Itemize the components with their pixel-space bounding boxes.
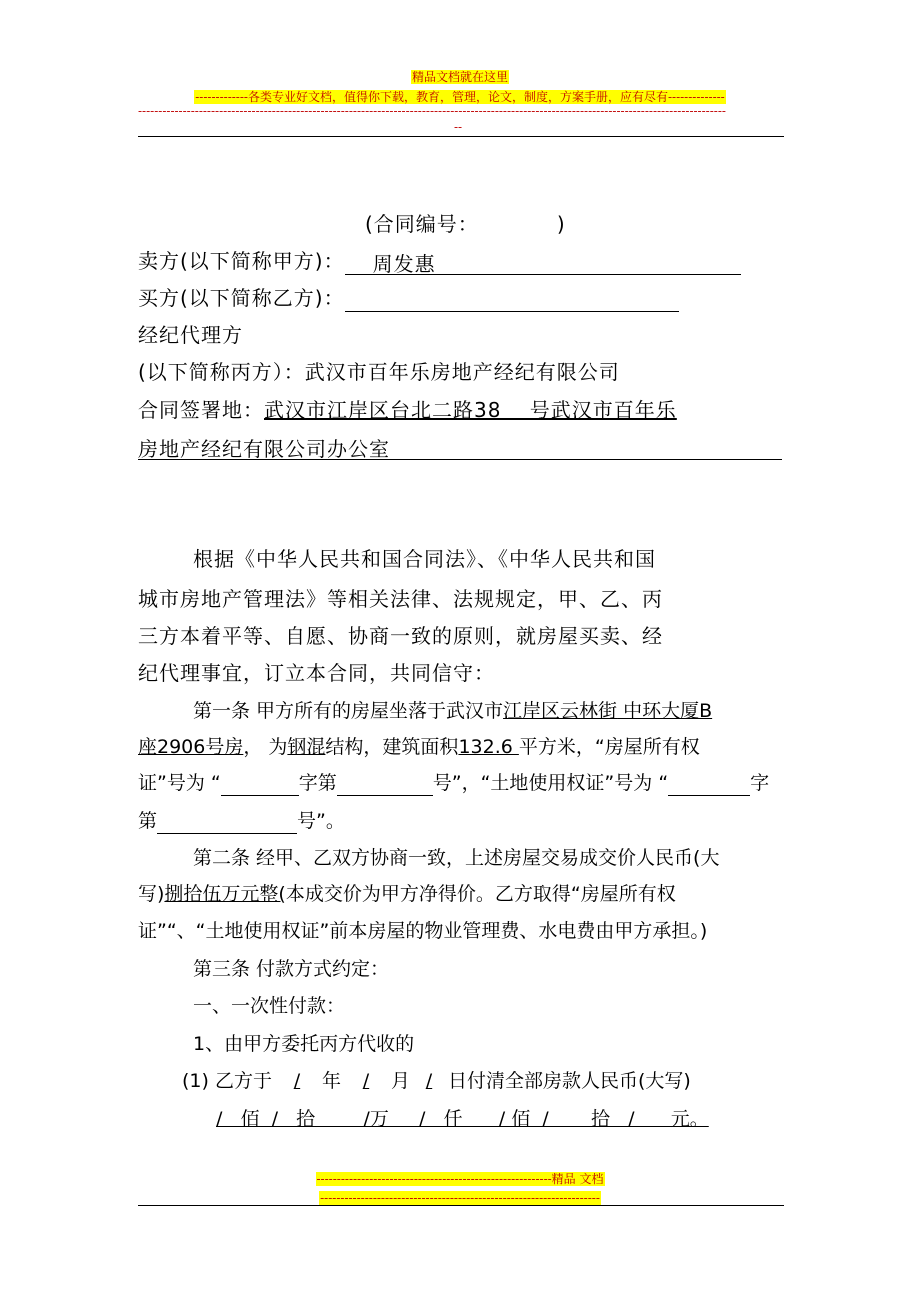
seller-label: 卖方(以下简称甲方)：	[138, 249, 345, 273]
article-3-amount-line: / 佰 / 拾 /万 / 仟 / 佰 / 拾 / 元。	[216, 1108, 709, 1130]
intro-1: 根据《中华人民共和国合同法》、《中华人民共和国	[193, 547, 656, 571]
intro-3: 三方本着平等、自愿、协商一致的原则，就房屋买卖、经	[138, 624, 663, 648]
article-3-title: 第三条 付款方式约定：	[193, 958, 390, 980]
article-2-line-3: 证”“、“土地使用权证”前本房屋的物业管理费、水电费由甲方承担。)	[138, 920, 708, 942]
sign-place-line: 合同签署地：武汉市江岸区台北二路38 号武汉市百年乐	[138, 398, 677, 422]
seller-line	[138, 247, 741, 275]
intro-4: 纪代理事宜，订立本合同，共同信守：	[138, 661, 495, 685]
sign-place-line-2: 房地产经纪有限公司办公室	[138, 432, 782, 460]
article-1-line-4: 第 号”。	[138, 810, 345, 832]
article-2-line-1: 第二条 经甲、乙双方协商一致，上述房屋交易成交价人民币(大	[193, 847, 720, 869]
article-3-sub-2: 1、由甲方委托丙方代收的	[193, 1033, 415, 1055]
header-dashes-tail: --	[454, 120, 463, 134]
buyer-line	[138, 284, 679, 312]
footer-line-2: ---------------------------------------------------------------------	[320, 1191, 600, 1205]
intro-2: 城市房地产管理法》等相关法律、法规规定，甲、乙、丙	[138, 587, 663, 611]
article-3-sub-1: 一、一次性付款：	[193, 995, 346, 1017]
header-title: 精品文档就在这里	[411, 70, 508, 84]
contract-number: (合同编号： )	[365, 212, 566, 236]
buyer-field	[345, 289, 679, 312]
footer-rule	[138, 1205, 784, 1206]
header-dashes: -------------------------------------------------------------------------------------------------------------------------------------------------	[138, 104, 726, 118]
header-slogan: -------------各类专业好文档，值得你下载，教育，管理，论文，制度，方案手册，应有尽有--------------	[195, 90, 725, 104]
article-2-line-2: 写)捌拾伍万元整(本成交价为甲方净得价。乙方取得“房屋所有权	[138, 883, 676, 905]
seller-field: 周发惠	[345, 252, 741, 275]
article-1-line-2: 座2906号房， 为钢混结构，建筑面积132.6 平方米，“房屋所有权	[138, 736, 700, 758]
article-1-line-1: 第一条 甲方所有的房屋坐落于武汉市江岸区云林街 中环大厦B	[193, 700, 713, 722]
article-3-payment-line: (1) 乙方于/年/月/日付清全部房款人民币(大写)	[182, 1070, 691, 1092]
header-rule	[138, 136, 784, 137]
article-1-line-3: 证”号为 “ 字第 号”，“土地使用权证”号为 “ 字	[138, 772, 770, 794]
footer-line-1: ----------------------------------------------------------精品 文档	[316, 1172, 604, 1186]
agent-line: (以下简称丙方）：武汉市百年乐房地产经纪有限公司	[138, 360, 620, 384]
buyer-label: 买方(以下简称乙方)：	[138, 286, 345, 310]
agent-label: 经纪代理方	[138, 323, 243, 347]
